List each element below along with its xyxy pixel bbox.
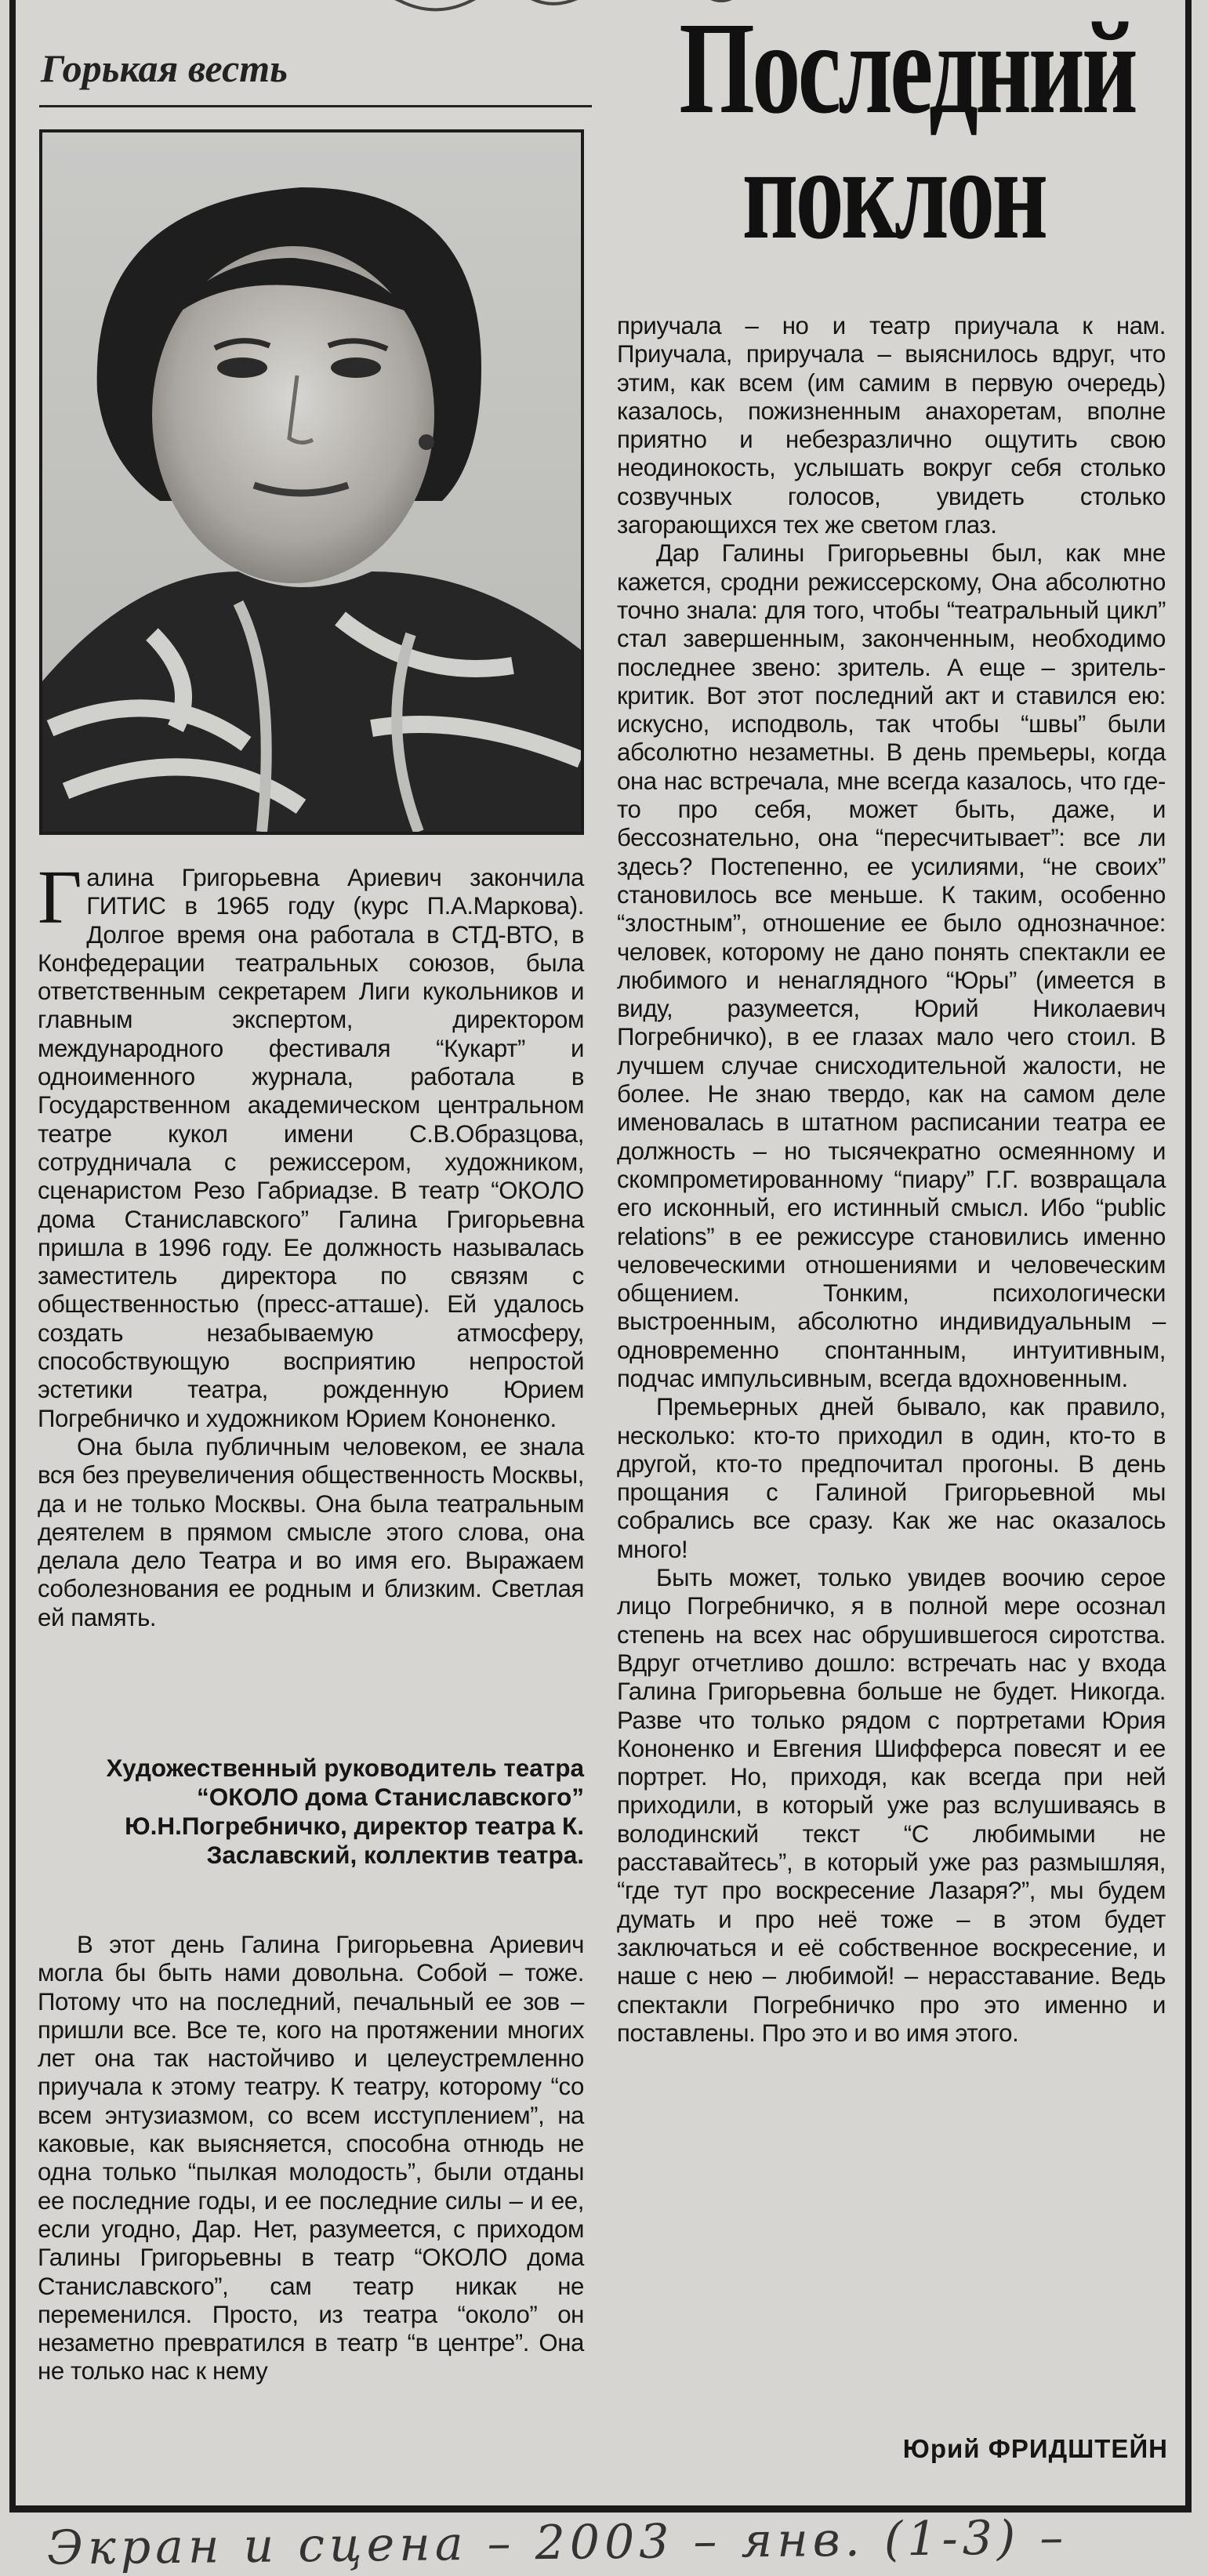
paragraph-2: Она была публичным человеком, ее знала вся без преувеличения общественность Москвы, да и не только Москвы. Она была театральным деятелем в прямом смысле этого слова, она делала дело Театра и во имя его. Выражаем соболезнования ее родным и близким. Светлая ей память. — [38, 1432, 584, 1631]
article-column-3 — [38, 1931, 584, 2386]
paragraph-3: В этот день Галина Григорьевна Ариевич могла бы быть нами довольна. Собой – тоже. Потому что на последний, печальный ее зов – пришли все. Все те, кого на протяжении многих лет она так настойчиво и целеустремленно приучала к этому театру. К театру, которому “со всем энтузиазмом, со всем исступлением”, на каковые, как выясняется, способна отнюдь не одна только “пылкая молодость”, были отданы ее последние годы, и ее последние силы – и ее, если угодно, Дар. Нет, разумеется, с приходом Галины Григорьевны в театр “ОКОЛО дома Станиславского”, сам театр никак не переменился. Просто, из театра “около” он незаметно превратился в театр “в центре”. Она не только нас к нему — [38, 1931, 584, 2386]
condolence-signoff: Художественный руководитель театра “ОКОЛО дома Станиславского” Ю.Н.Погребничко, директор театра К. Заславский, коллектив театра. — [106, 1754, 584, 1869]
portrait-photo — [39, 129, 584, 835]
drop-cap: Г — [38, 855, 82, 940]
rubric-divider — [39, 105, 592, 107]
handwriting-bottom: Экран и сцена – 2003 – янв. (1-3) – — [46, 2510, 1068, 2576]
paragraph-1 — [38, 855, 584, 1433]
article-column-1 — [38, 855, 584, 1632]
paragraph-4: приучала – но и театр приучала к нам. Приучала, приручала – выяснилось вдруг, что этим, как всем (им самим в первую очередь) казалось, пожизненным анахоретам, вполне приятно и небезразлично ощутить свою неодинокость, услышать вокруг себя столько созвучных голосов, увидеть столько загорающихся тех же светом глаз. — [617, 312, 1166, 539]
headline — [679, 0, 1136, 267]
headline-line-1: Последний — [679, 0, 1136, 141]
rubric: Горькая весть — [41, 46, 288, 90]
paragraph-7: Быть может, только увидев воочию серое лицо Погребничко, я в полной мере осознал степень на всех нас обрушившегося сиротства. Вдруг отчетливо дошло: встречать нас у входа Галина Григорьевна больше не будет. Никогда. Разве что только рядом с портретами Юрия Кононенко и Евгения Шифферса повесят и ее портрет. Но, приходя, как всегда при ней приходили, в который уже раз вслушиваясь в володинский текст “С любимыми не расставайтесь”, в который уже раз размышляя, “где тут про воскресение Лазаря?”, мы будем думать и про неё тоже – в этом будет заключаться и её собственное воскресение, и наше с нею – любимой! – нерасставание. Ведь спектакли Погребничко про это именно и поставлены. Про это и во имя этого. — [617, 1564, 1166, 2047]
article-column-2 — [617, 312, 1166, 2048]
paragraph-1-text: алина Григорьевна Ариевич закончила ГИТИС в 1965 году (курс П.А.Маркова). Долгое время она работала в СТД-ВТО, в Конфедерации театральных союзов, была ответственным секретарем Лиги кукольников и главным экспертом, директором международного фестиваля “Кукарт” и одноименного журнала, работала в Государственном академическом центральном театре кукол имени С.В.Образцова, сотрудничала с режиссером, художником, сценаристом Резо Габриадзе. В театр “ОКОЛО дома Станиславского” Галина Григорьевна пришла в 1996 году. Ее должность называлась заместитель директора по связям с общественностью (пресс-атташе). Ей удалось создать незабываемую атмосферу, способствующую восприятию непростой эстетики театра, рожденную Юрием Погребничко и художником Юрием Кононенко. — [38, 864, 584, 1432]
paragraph-5: Дар Галины Григорьевны был, как мне кажется, сродни режиссерскому, Она абсолютно точно знала: для того, чтобы “театральный цикл” стал завершенным, законченным, необходимо последнее звено: зритель. А еще – зритель-критик. Вот этот последний акт и ставился ею: искусно, исподволь, так чтобы “швы” были абсолютно незаметны. В день премьеры, когда она нас встречала, мне всегда казалось, что где-то про себя, может быть, даже, и бессознательно, она “пересчитывает”: все ли здесь? Постепенно, ее усилиями, “не своих” становилось все меньше. К таким, особенно “злостным”, отношение ее было однозначное: человек, которому не дано понять спектакли ее любимого и ненаглядного “Юры” (имеется в виду, разумеется, Юрий Николаевич Погребничко), в ее глазах мало чего стоил. В лучшем случае снисходительной жалости, не более. Не знаю твердо, как на самом деле именовалась в штатном расписании театра ее должность – но тысячекратно осмеянному и скомпрометированному “пиару” Г.Г. возвращала его исконный, его истинный смысл. Ибо “public relations” в ее режиссуре становились именно человеческими отношениями и человеческим общением. Тонким, психологически выстроенным, абсолютно индивидуальным – одновременно спонтанным, интуитивным, подчас импульсивным, всегда вдохновенным. — [617, 539, 1166, 1392]
headline-line-2: поклон — [742, 120, 1046, 267]
paragraph-6: Премьерных дней бывало, как правило, несколько: кто-то приходил в один, кто-то в другой, кто-то предпочитал прогоны. В день прощания с Галиной Григорьевной мы собрались все сразу. Как же нас оказалось много! — [617, 1393, 1166, 1563]
author-byline: Юрий ФРИДШТЕЙН — [902, 2434, 1168, 2463]
